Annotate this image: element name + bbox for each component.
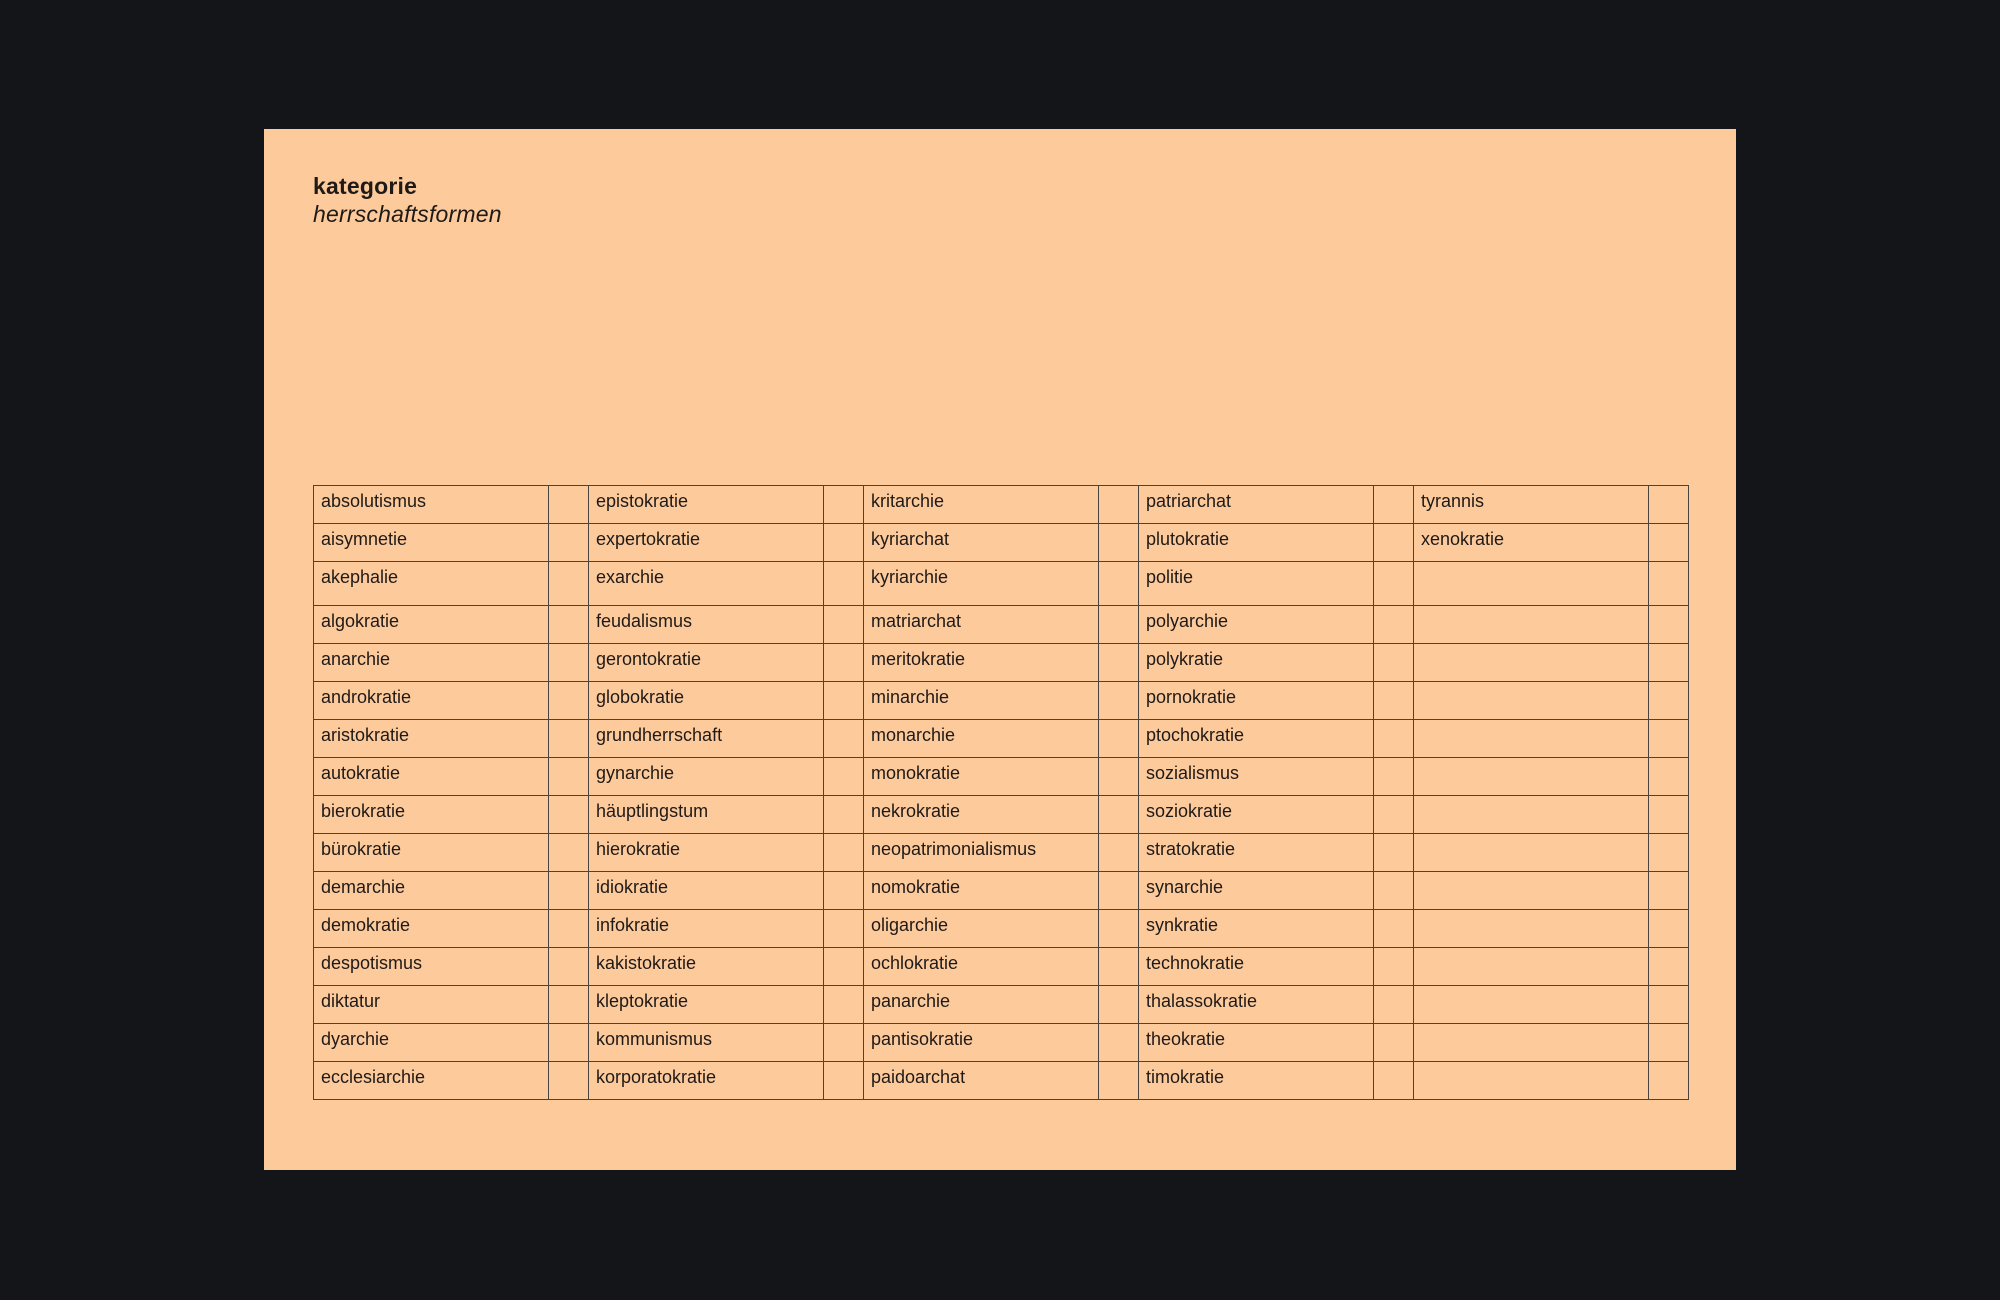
term-cell: [1414, 948, 1649, 986]
checkbox-cell[interactable]: [824, 910, 864, 948]
term-cell: aisymnetie: [314, 524, 549, 562]
term-cell: bürokratie: [314, 834, 549, 872]
checkbox-cell[interactable]: [549, 758, 589, 796]
table-row: [314, 986, 1689, 1024]
term-cell: grundherrschaft: [589, 720, 824, 758]
term-cell: anarchie: [314, 644, 549, 682]
term-cell: [1414, 910, 1649, 948]
term-cell: nekrokratie: [864, 796, 1099, 834]
checkbox-cell[interactable]: [1099, 986, 1139, 1024]
checkbox-cell[interactable]: [1099, 1062, 1139, 1100]
checkbox-cell[interactable]: [1099, 834, 1139, 872]
category-label: kategorie: [313, 173, 418, 199]
checkbox-cell[interactable]: [1099, 1024, 1139, 1062]
term-cell: monarchie: [864, 720, 1099, 758]
term-cell: feudalismus: [589, 606, 824, 644]
terms-table: [313, 485, 1689, 1100]
term-cell: synkratie: [1139, 910, 1374, 948]
term-cell: [1414, 758, 1649, 796]
checkbox-cell[interactable]: [1099, 796, 1139, 834]
term-cell: exarchie: [589, 562, 824, 606]
term-cell: demokratie: [314, 910, 549, 948]
term-cell: akephalie: [314, 562, 549, 606]
term-cell: gynarchie: [589, 758, 824, 796]
table-row: [314, 562, 1689, 606]
term-cell: algokratie: [314, 606, 549, 644]
checkbox-cell[interactable]: [1649, 644, 1689, 682]
term-cell: [1414, 644, 1649, 682]
checkbox-cell[interactable]: [1374, 524, 1414, 562]
category-card: [264, 129, 1736, 1170]
checkbox-cell[interactable]: [1374, 1024, 1414, 1062]
checkbox-cell[interactable]: [549, 834, 589, 872]
term-cell: polyarchie: [1139, 606, 1374, 644]
term-cell: polykratie: [1139, 644, 1374, 682]
term-cell: kleptokratie: [589, 986, 824, 1024]
term-cell: diktatur: [314, 986, 549, 1024]
term-cell: plutokratie: [1139, 524, 1374, 562]
terms-table-body: [314, 486, 1689, 1100]
table-row: [314, 872, 1689, 910]
term-cell: [1414, 872, 1649, 910]
checkbox-cell[interactable]: [549, 682, 589, 720]
term-cell: häuptlingstum: [589, 796, 824, 834]
checkbox-cell[interactable]: [824, 720, 864, 758]
term-cell: [1414, 986, 1649, 1024]
table-row: [314, 682, 1689, 720]
term-cell: paidoarchat: [864, 1062, 1099, 1100]
checkbox-cell[interactable]: [1374, 872, 1414, 910]
term-cell: aristokratie: [314, 720, 549, 758]
checkbox-cell[interactable]: [824, 796, 864, 834]
term-cell: [1414, 1024, 1649, 1062]
term-cell: soziokratie: [1139, 796, 1374, 834]
table-row: [314, 644, 1689, 682]
checkbox-cell[interactable]: [549, 486, 589, 524]
term-cell: bierokratie: [314, 796, 549, 834]
checkbox-cell[interactable]: [824, 1024, 864, 1062]
checkbox-cell[interactable]: [1649, 1062, 1689, 1100]
checkbox-cell[interactable]: [1649, 562, 1689, 606]
checkbox-cell[interactable]: [549, 1024, 589, 1062]
table-row: [314, 486, 1689, 524]
checkbox-cell[interactable]: [1374, 834, 1414, 872]
checkbox-cell[interactable]: [824, 834, 864, 872]
checkbox-cell[interactable]: [824, 682, 864, 720]
checkbox-cell[interactable]: [1649, 986, 1689, 1024]
checkbox-cell[interactable]: [549, 562, 589, 606]
term-cell: matriarchat: [864, 606, 1099, 644]
term-cell: minarchie: [864, 682, 1099, 720]
term-cell: [1414, 796, 1649, 834]
term-cell: kakistokratie: [589, 948, 824, 986]
term-cell: technokratie: [1139, 948, 1374, 986]
checkbox-cell[interactable]: [824, 986, 864, 1024]
term-cell: oligarchie: [864, 910, 1099, 948]
table-row: [314, 606, 1689, 644]
term-cell: expertokratie: [589, 524, 824, 562]
term-cell: gerontokratie: [589, 644, 824, 682]
checkbox-cell[interactable]: [1374, 1062, 1414, 1100]
term-cell: demarchie: [314, 872, 549, 910]
term-cell: infokratie: [589, 910, 824, 948]
term-cell: [1414, 720, 1649, 758]
term-cell: korporatokratie: [589, 1062, 824, 1100]
term-cell: kyriarchie: [864, 562, 1099, 606]
checkbox-cell[interactable]: [1649, 720, 1689, 758]
term-cell: meritokratie: [864, 644, 1099, 682]
term-cell: [1414, 834, 1649, 872]
table-row: [314, 834, 1689, 872]
checkbox-cell[interactable]: [1099, 948, 1139, 986]
term-cell: synarchie: [1139, 872, 1374, 910]
term-cell: [1414, 1062, 1649, 1100]
term-cell: [1414, 606, 1649, 644]
term-cell: theokratie: [1139, 1024, 1374, 1062]
term-cell: androkratie: [314, 682, 549, 720]
checkbox-cell[interactable]: [1374, 720, 1414, 758]
table-row: [314, 948, 1689, 986]
term-cell: [1414, 562, 1649, 606]
checkbox-cell[interactable]: [549, 1062, 589, 1100]
checkbox-cell[interactable]: [1374, 910, 1414, 948]
term-cell: stratokratie: [1139, 834, 1374, 872]
term-cell: [1414, 682, 1649, 720]
checkbox-cell[interactable]: [824, 948, 864, 986]
table-row: [314, 524, 1689, 562]
checkbox-cell[interactable]: [549, 644, 589, 682]
term-cell: sozialismus: [1139, 758, 1374, 796]
term-cell: ochlokratie: [864, 948, 1099, 986]
term-cell: neopatrimonialismus: [864, 834, 1099, 872]
checkbox-cell[interactable]: [1649, 1024, 1689, 1062]
checkbox-cell[interactable]: [549, 948, 589, 986]
term-cell: epistokratie: [589, 486, 824, 524]
checkbox-cell[interactable]: [1099, 644, 1139, 682]
term-cell: despotismus: [314, 948, 549, 986]
checkbox-cell[interactable]: [824, 606, 864, 644]
term-cell: absolutismus: [314, 486, 549, 524]
checkbox-cell[interactable]: [1374, 562, 1414, 606]
checkbox-cell[interactable]: [824, 524, 864, 562]
term-cell: kommunismus: [589, 1024, 824, 1062]
term-cell: hierokratie: [589, 834, 824, 872]
term-cell: pornokratie: [1139, 682, 1374, 720]
checkbox-cell[interactable]: [824, 872, 864, 910]
term-cell: monokratie: [864, 758, 1099, 796]
term-cell: politie: [1139, 562, 1374, 606]
checkbox-cell[interactable]: [824, 562, 864, 606]
checkbox-cell[interactable]: [824, 644, 864, 682]
checkbox-cell[interactable]: [1099, 682, 1139, 720]
checkbox-cell[interactable]: [824, 758, 864, 796]
checkbox-cell[interactable]: [549, 796, 589, 834]
checkbox-cell[interactable]: [1099, 562, 1139, 606]
checkbox-cell[interactable]: [1099, 524, 1139, 562]
checkbox-cell[interactable]: [1099, 606, 1139, 644]
term-cell: kritarchie: [864, 486, 1099, 524]
table-row: [314, 1062, 1689, 1100]
checkbox-cell[interactable]: [1649, 948, 1689, 986]
checkbox-cell[interactable]: [549, 524, 589, 562]
table-row: [314, 796, 1689, 834]
checkbox-cell[interactable]: [1649, 606, 1689, 644]
checkbox-cell[interactable]: [1649, 796, 1689, 834]
checkbox-cell[interactable]: [1374, 948, 1414, 986]
checkbox-cell[interactable]: [549, 606, 589, 644]
term-cell: pantisokratie: [864, 1024, 1099, 1062]
checkbox-cell[interactable]: [1099, 910, 1139, 948]
checkbox-cell[interactable]: [549, 720, 589, 758]
checkbox-cell[interactable]: [824, 1062, 864, 1100]
checkbox-cell[interactable]: [1649, 758, 1689, 796]
term-cell: globokratie: [589, 682, 824, 720]
checkbox-cell[interactable]: [1099, 720, 1139, 758]
checkbox-cell[interactable]: [1649, 872, 1689, 910]
table-row: [314, 720, 1689, 758]
checkbox-cell[interactable]: [549, 872, 589, 910]
table-row: [314, 910, 1689, 948]
checkbox-cell[interactable]: [1099, 872, 1139, 910]
checkbox-cell[interactable]: [1649, 486, 1689, 524]
table-row: [314, 758, 1689, 796]
term-cell: panarchie: [864, 986, 1099, 1024]
term-cell: xenokratie: [1414, 524, 1649, 562]
checkbox-cell[interactable]: [1649, 910, 1689, 948]
term-cell: ptochokratie: [1139, 720, 1374, 758]
checkbox-cell[interactable]: [1374, 606, 1414, 644]
term-cell: thalassokratie: [1139, 986, 1374, 1024]
term-cell: patriarchat: [1139, 486, 1374, 524]
term-cell: timokratie: [1139, 1062, 1374, 1100]
checkbox-cell[interactable]: [1649, 834, 1689, 872]
term-cell: ecclesiarchie: [314, 1062, 549, 1100]
checkbox-cell[interactable]: [549, 910, 589, 948]
term-cell: tyrannis: [1414, 486, 1649, 524]
checkbox-cell[interactable]: [824, 486, 864, 524]
checkbox-cell[interactable]: [1374, 796, 1414, 834]
checkbox-cell[interactable]: [1374, 486, 1414, 524]
term-cell: autokratie: [314, 758, 549, 796]
category-value: herrschaftsformen: [313, 200, 502, 227]
checkbox-cell[interactable]: [1649, 524, 1689, 562]
checkbox-cell[interactable]: [1374, 758, 1414, 796]
term-cell: nomokratie: [864, 872, 1099, 910]
checkbox-cell[interactable]: [1374, 986, 1414, 1024]
checkbox-cell[interactable]: [1099, 486, 1139, 524]
checkbox-cell[interactable]: [1374, 644, 1414, 682]
checkbox-cell[interactable]: [1099, 758, 1139, 796]
checkbox-cell[interactable]: [1649, 682, 1689, 720]
term-cell: dyarchie: [314, 1024, 549, 1062]
category-heading: [313, 173, 502, 228]
term-cell: kyriarchat: [864, 524, 1099, 562]
checkbox-cell[interactable]: [549, 986, 589, 1024]
checkbox-cell[interactable]: [1374, 682, 1414, 720]
table-row: [314, 1024, 1689, 1062]
term-cell: idiokratie: [589, 872, 824, 910]
